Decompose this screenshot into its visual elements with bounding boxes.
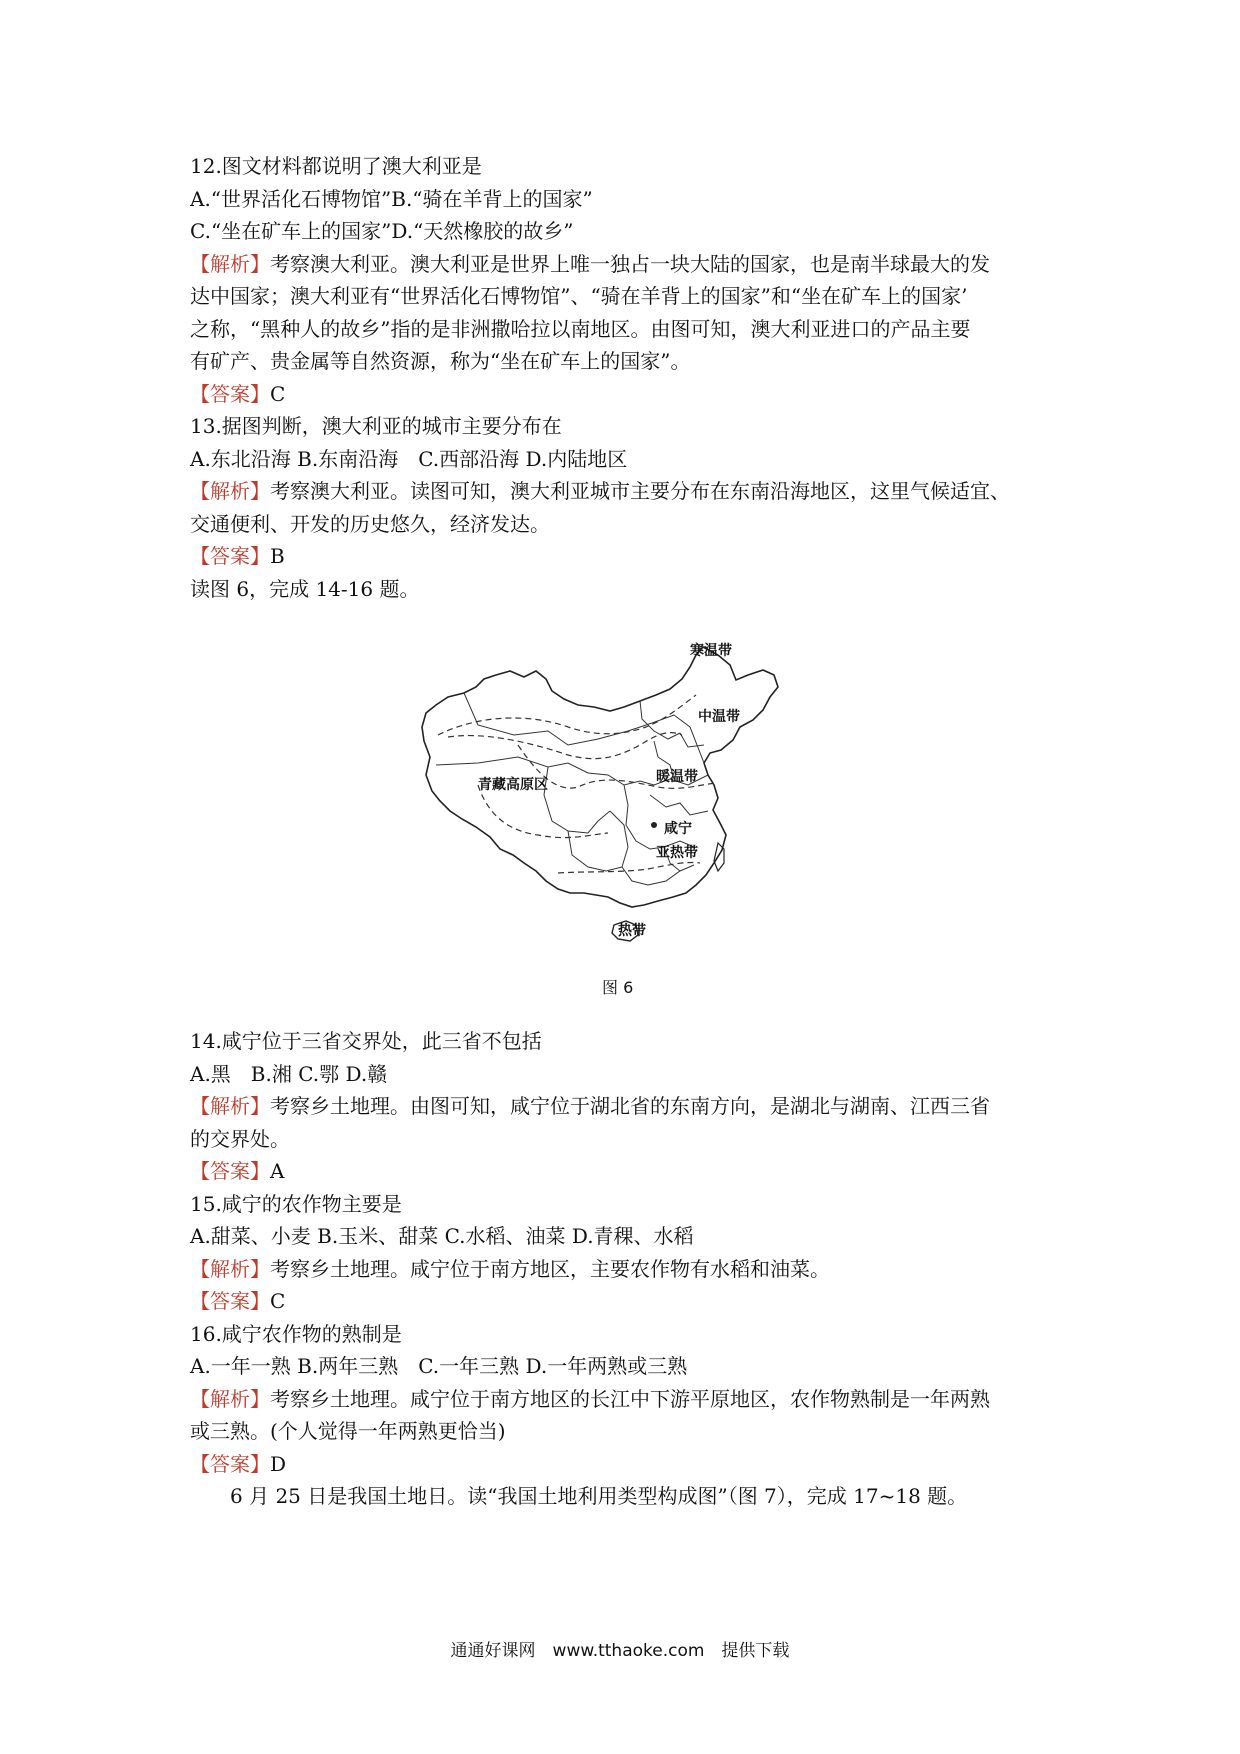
answer-tag: 【答案】 — [190, 544, 270, 568]
answer-tag: 【答案】 — [190, 1289, 270, 1313]
q14-analysis-l2: 的交界处。 — [190, 1126, 290, 1151]
answer-tag: 【答案】 — [190, 381, 270, 406]
q12-options-1: A.“世界活化石博物馆”B.“骑在羊背上的国家” — [190, 186, 593, 211]
q12-stem: 12.图文材料都说明了澳大利亚是 — [190, 154, 482, 178]
q15-analysis — [190, 1253, 1070, 1286]
q12-analysis-text: 考察澳大利亚。澳大利亚是世界上唯一独占一块大陆的国家，也是南半球最大的发 — [270, 251, 990, 276]
footer-credit: 通通好课网 www.tthaoke.com 提供下载 — [450, 1641, 790, 1661]
q16-options: A.一年一熟 B.两年三熟 C.一年三熟 D.一年两熟或三熟 — [190, 1354, 688, 1378]
q15-analysis-text: 考察乡土地理。咸宁位于南方地区，主要农作物有水稻和油菜。 — [270, 1256, 830, 1281]
q14-options: A.黑 B.湘 C.鄂 D.赣 — [190, 1061, 388, 1086]
q16-answer — [190, 1448, 1070, 1481]
q13-analysis-l2: 交通便利、开发的历史悠久，经济发达。 — [190, 511, 550, 536]
q13-answer — [190, 540, 1070, 573]
figure-caption: 图 6 — [602, 978, 634, 997]
q16-analysis-l2: 或三熟。(个人觉得一年两熟更恰当) — [190, 1419, 506, 1443]
analysis-tag: 【解析】 — [190, 1094, 270, 1118]
label-plateau: 青藏高原区 — [478, 777, 548, 793]
answer-tag: 【答案】 — [190, 1451, 270, 1476]
q13-analysis-text: 考察澳大利亚。读图可知，澳大利亚城市主要分布在东南沿海地区，这里气候适宜、 — [270, 479, 1010, 503]
intro-figure-6: 读图 6，完成 14-16 题。 — [190, 576, 420, 601]
q14-answer-value: A — [270, 1159, 285, 1183]
analysis-tag: 【解析】 — [190, 479, 270, 503]
q13-options: A.东北沿海 B.东南沿海 C.西部沿海 D.内陆地区 — [190, 446, 628, 471]
answer-tag: 【答案】 — [190, 1159, 270, 1183]
q12-analysis-l3: 之称，“黑种人的故乡”指的是非洲撒哈拉以南地区。由图可知，澳大利亚进口的产品主要 — [190, 316, 971, 341]
country-outline — [422, 647, 778, 907]
label-tropical: 热带 — [618, 923, 646, 939]
q14-analysis — [190, 1090, 1070, 1123]
q12-answer — [190, 378, 1070, 411]
q12-options-2: C.“坐在矿车上的国家”D.“天然橡胶的故乡” — [190, 219, 574, 243]
q14-stem: 14.咸宁位于三省交界处，此三省不包括 — [190, 1029, 542, 1053]
q15-answer — [190, 1285, 1070, 1318]
q13-answer-value: B — [270, 544, 285, 568]
q16-answer-value: D — [270, 1451, 287, 1476]
xianning-marker — [651, 822, 657, 828]
analysis-tag: 【解析】 — [190, 1256, 270, 1281]
q15-stem: 15.咸宁的农作物主要是 — [190, 1191, 402, 1216]
q14-analysis-text: 考察乡土地理。由图可知，咸宁位于湖北省的东南方向，是湖北与湖南、江西三省 — [270, 1094, 990, 1118]
q12-analysis-l4: 有矿产、贵金属等自然资源，称为“坐在矿车上的国家”。 — [190, 349, 691, 373]
taiwan-island — [714, 843, 724, 871]
china-map — [418, 635, 818, 1005]
q12-analysis — [190, 248, 1070, 281]
label-warm-temperate: 暖温带 — [656, 769, 698, 785]
q15-answer-value: C — [270, 1289, 286, 1313]
q12-answer-value: C — [270, 381, 286, 406]
intro-figure-7: 6 月 25 日是我国土地日。读“我国土地利用类型构成图”（图 7），完成 17~18 题。 — [190, 1484, 968, 1508]
q13-analysis — [190, 475, 1070, 508]
label-cold-temperate: 寒温带 — [690, 643, 732, 659]
label-mid-temperate: 中温带 — [698, 709, 740, 725]
q14-answer — [190, 1155, 1070, 1188]
label-xianning: 咸宁 — [664, 821, 692, 837]
analysis-tag: 【解析】 — [190, 251, 270, 276]
q13-stem: 13.据图判断，澳大利亚的城市主要分布在 — [190, 414, 562, 438]
label-subtropical: 亚热带 — [656, 845, 698, 861]
q16-analysis — [190, 1383, 1070, 1416]
q12-analysis-l2: 达中国家；澳大利亚有“世界活化石博物馆”、“骑在羊背上的国家”和“坐在矿车上的国家’ — [190, 284, 968, 308]
q15-options: A.甜菜、小麦 B.玉米、甜菜 C.水稻、油菜 D.青稞、水稻 — [190, 1224, 694, 1248]
figure-6 — [418, 635, 818, 1005]
analysis-tag: 【解析】 — [190, 1386, 270, 1411]
q16-analysis-text: 考察乡土地理。咸宁位于南方地区的长江中下游平原地区，农作物熟制是一年两熟 — [270, 1386, 990, 1411]
q16-stem: 16.咸宁农作物的熟制是 — [190, 1321, 402, 1346]
